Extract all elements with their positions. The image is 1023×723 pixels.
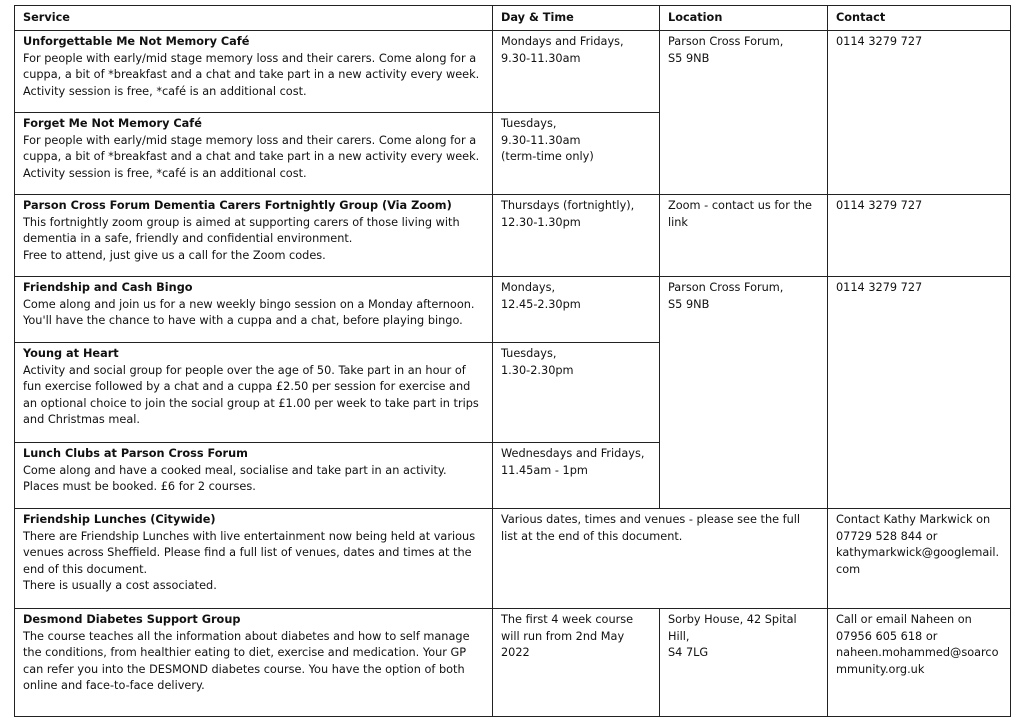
day-time-cell: Mondays and Fridays, 9.30-11.30am xyxy=(493,31,660,113)
service-cell xyxy=(15,195,493,277)
service-description: For people with early/mid stage memory loss and their carers. Come along for a cuppa, a bit of *breakfast and a chat and take part in a new activity every week. Activity session is free, *café is an additional cost. xyxy=(23,51,480,98)
contact-cell: Contact Kathy Markwick on 07729 528 844 or kathymarkwick@googlemail. com xyxy=(828,509,1011,609)
day-time-cell: Wednesdays and Fridays, 11.45am - 1pm xyxy=(493,443,660,509)
location-cell: Zoom - contact us for the link xyxy=(660,195,828,277)
service-cell xyxy=(15,113,493,195)
service-cell xyxy=(15,343,493,443)
header-row xyxy=(15,6,1011,31)
service-description: Activity and social group for people over the age of 50. Take part in an hour of fun exercise followed by a chat and a cuppa £2.50 per session for exercise and an optional choice to join the social group at £1.00 per week to take part in trips and Christmas meal. xyxy=(23,363,479,426)
service-cell xyxy=(15,509,493,609)
day-time-cell: Thursdays (fortnightly), 12.30-1.30pm xyxy=(493,195,660,277)
service-title: Young at Heart xyxy=(23,347,119,360)
contact-cell: 0114 3279 727 xyxy=(828,195,1011,277)
service-description: Come along and join us for a new weekly bingo session on a Monday afternoon. You'll have the chance to have with a cuppa and a chat, before playing bingo. xyxy=(23,297,475,327)
table-row xyxy=(15,195,1011,277)
day-time-cell: The first 4 week course will run from 2nd May 2022 xyxy=(493,609,660,717)
day-time-cell: Tuesdays, 9.30-11.30am (term-time only) xyxy=(493,113,660,195)
location-cell: Parson Cross Forum, S5 9NB xyxy=(660,277,828,509)
service-description: There are Friendship Lunches with live entertainment now being held at various venues across Sheffield. Please find a full list of venues, dates and times at the end of this document. There is usually a cost associated. xyxy=(23,529,476,592)
location-cell: Sorby House, 42 Spital Hill, S4 7LG xyxy=(660,609,828,717)
contact-cell: 0114 3279 727 xyxy=(828,277,1011,509)
service-title: Friendship and Cash Bingo xyxy=(23,281,193,294)
service-cell xyxy=(15,277,493,343)
table-row xyxy=(15,277,1011,343)
day-time-cell: Tuesdays, 1.30-2.30pm xyxy=(493,343,660,443)
service-title: Unforgettable Me Not Memory Café xyxy=(23,35,250,48)
service-title: Desmond Diabetes Support Group xyxy=(23,613,241,626)
header-location: Location xyxy=(660,6,828,31)
service-description: Come along and have a cooked meal, socialise and take part in an activity. Places must be booked. £6 for 2 courses. xyxy=(23,463,447,493)
service-description: This fortnightly zoom group is aimed at supporting carers of those living with dementia in a safe, friendly and confidential environment. Free to attend, just give us a call for the Zoom codes. xyxy=(23,215,460,262)
services-table xyxy=(14,5,1011,717)
service-cell xyxy=(15,443,493,509)
service-description: The course teaches all the information about diabetes and how to self manage the conditions, from healthier eating to diet, exercise and medication. Your GP can refer you into the DESMOND diabetes course. You have the option of both online and face-to-face delivery. xyxy=(23,629,470,692)
service-cell xyxy=(15,31,493,113)
table-row xyxy=(15,31,1011,113)
service-cell xyxy=(15,609,493,717)
table-row xyxy=(15,509,1011,609)
service-description: For people with early/mid stage memory loss and their carers. Come along for a cuppa, a bit of *breakfast and a chat and take part in a new activity every week. Activity session is free, *café is an additional cost. xyxy=(23,133,480,180)
header-contact: Contact xyxy=(828,6,1011,31)
contact-cell: Call or email Naheen on 07956 605 618 or naheen.mohammed@soarco mmunity.org.uk xyxy=(828,609,1011,717)
service-title: Lunch Clubs at Parson Cross Forum xyxy=(23,447,248,460)
day-time-cell: Mondays, 12.45-2.30pm xyxy=(493,277,660,343)
day-time-cell: Various dates, times and venues - please see the full list at the end of this document. xyxy=(493,509,828,609)
header-day-time: Day & Time xyxy=(493,6,660,31)
service-title: Friendship Lunches (Citywide) xyxy=(23,513,216,526)
table-row xyxy=(15,609,1011,717)
service-title: Parson Cross Forum Dementia Carers Fortnightly Group (Via Zoom) xyxy=(23,199,452,212)
header-service: Service xyxy=(15,6,493,31)
location-cell: Parson Cross Forum, S5 9NB xyxy=(660,31,828,195)
contact-cell: 0114 3279 727 xyxy=(828,31,1011,195)
service-title: Forget Me Not Memory Café xyxy=(23,117,202,130)
